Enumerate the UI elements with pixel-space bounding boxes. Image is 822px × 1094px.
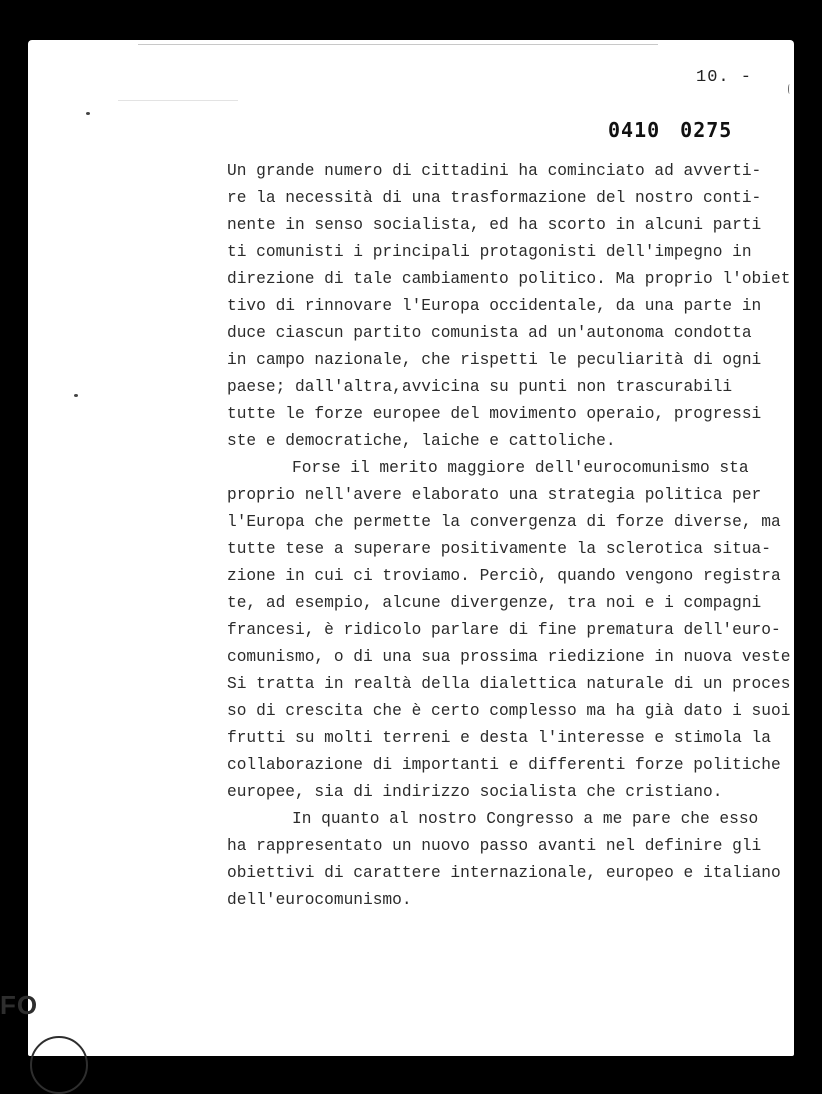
document-code xyxy=(608,118,732,142)
text-line: proprio nell'avere elaborato una strategia politica per xyxy=(227,486,762,504)
watermark-ring-icon xyxy=(30,1036,88,1094)
document-code-part-1: 0410 xyxy=(608,118,661,142)
text-line: so di crescita che è certo complesso ma ha già dato i suoi xyxy=(227,702,791,720)
text-line: tutte tese a superare positivamente la sclerotica situa- xyxy=(227,540,771,558)
text-line: paese; dall'altra,avvicina su punti non trascurabili xyxy=(227,378,733,396)
text-line: re la necessità di una trasformazione del nostro conti- xyxy=(227,189,762,207)
text-line: In quanto al nostro Congresso a me pare che esso xyxy=(292,810,759,828)
text-line: tutte le forze europee del movimento operaio, progressi xyxy=(227,405,762,423)
text-line: ha rappresentato un nuovo passo avanti nel definire gli xyxy=(227,837,762,855)
text-line: dell'eurocomunismo. xyxy=(227,891,412,909)
text-line: duce ciascun partito comunista ad un'autonoma condotta xyxy=(227,324,752,342)
text-line: l'Europa che permette la convergenza di forze diverse, ma xyxy=(227,513,781,531)
text-line: zione in cui ci troviamo. Perciò, quando vengono registra xyxy=(227,567,781,585)
text-line: Forse il merito maggiore dell'eurocomunismo sta xyxy=(292,459,749,477)
scan-artifact xyxy=(118,100,238,101)
text-line: Un grande numero di cittadini ha cominciato ad avverti- xyxy=(227,162,762,180)
watermark-logo: FO xyxy=(0,990,39,1020)
text-line: comunismo, o di una sua prossima riedizione in nuova veste xyxy=(227,648,791,666)
text-line: ti comunisti i principali protagonisti dell'impegno in xyxy=(227,243,752,261)
scan-artifact xyxy=(138,44,658,45)
body-text xyxy=(227,158,791,914)
document-code-part-2: 0275 xyxy=(680,118,733,142)
text-line: ste e democratiche, laiche e cattoliche. xyxy=(227,432,616,450)
text-line: nente in senso socialista, ed ha scorto in alcuni parti xyxy=(227,216,762,234)
margin-mark xyxy=(86,112,90,115)
page-number: 10. - xyxy=(696,68,753,87)
document-page xyxy=(28,40,794,1056)
text-line: tivo di rinnovare l'Europa occidentale, da una parte in xyxy=(227,297,762,315)
text-line: frutti su molti terreni e desta l'interesse e stimola la xyxy=(227,729,771,747)
text-line: te, ad esempio, alcune divergenze, tra noi e i compagni xyxy=(227,594,762,612)
text-line: direzione di tale cambiamento politico. Ma proprio l'obiet xyxy=(227,270,791,288)
margin-mark xyxy=(74,394,78,397)
text-line: europee, sia di indirizzo socialista che cristiano. xyxy=(227,783,723,801)
text-line: in campo nazionale, che rispetti le peculiarità di ogni xyxy=(227,351,762,369)
text-line: obiettivi di carattere internazionale, europeo e italiano xyxy=(227,864,781,882)
text-line: Si tratta in realtà della dialettica naturale di un proces xyxy=(227,675,791,693)
text-line: francesi, è ridicolo parlare di fine prematura dell'euro- xyxy=(227,621,781,639)
edge-mark xyxy=(788,84,791,94)
text-line: collaborazione di importanti e differenti forze politiche xyxy=(227,756,781,774)
